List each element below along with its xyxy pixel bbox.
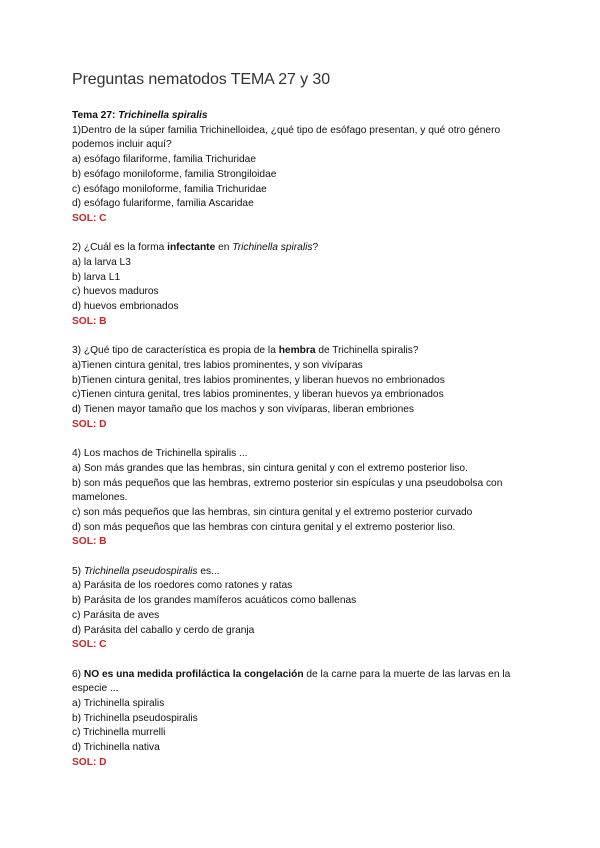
option-a: a) Parásita de los roedores como ratones y ratas — [72, 580, 293, 592]
option-a: a) Son más grandes que las hembras, sin cintura genital y con el extremo posterior liso. — [72, 462, 468, 474]
option-c: c) son más pequeños que las hembras, sin cintura genital y el extremo posterior curvado — [72, 506, 473, 518]
option-c: c)Tienen cintura genital, tres labios prominentes, y liberan huevos ya embrionados — [72, 389, 444, 401]
solution: SOL: D — [72, 756, 107, 768]
option-a: a) esófago filariforme, familia Trichuridae — [72, 154, 257, 166]
text-segment: es... — [197, 565, 220, 577]
question-text — [72, 565, 542, 580]
option-a: a) Trichinella spiralis — [72, 698, 165, 710]
option-b: b)Tienen cintura genital, tres labios prominentes, y liberan huevos no embrionados — [72, 374, 445, 386]
italic-species: Trichinella pseudospiralis — [83, 565, 198, 577]
option-a: a) la larva L3 — [72, 257, 131, 269]
option-b: b) Parásita de los grandes mamíferos acuáticos como ballenas — [72, 595, 357, 607]
text-segment: de Trichinella spiralis? — [315, 345, 419, 357]
solution: SOL: D — [72, 418, 107, 430]
option-b: b) Trichinella pseudospiralis — [72, 712, 198, 724]
italic-species: Trichinella spiralis — [232, 242, 313, 254]
question-text — [72, 668, 542, 697]
option-d: d) huevos embrionados — [72, 301, 179, 313]
option-c: c) Parásita de aves — [72, 609, 160, 621]
solution: SOL: B — [72, 536, 107, 548]
solution: SOL: C — [72, 212, 107, 224]
document-page — [72, 70, 542, 785]
question-4 — [72, 447, 542, 550]
option-d: d) Trichinella nativa — [72, 742, 160, 754]
option-d: d) Tienen mayor tamaño que los machos y son vivíparas, liberan embriones — [72, 404, 415, 416]
question-6 — [72, 668, 542, 771]
text-segment: 3) ¿Qué tipo de característica es propia de la — [72, 345, 279, 357]
bold-term: NO es una medida profiláctica la congelación — [83, 668, 304, 680]
option-b: b) son más pequeños que las hembras, extremo posterior sin espículas y una pseudobolsa con mamelones. — [72, 477, 503, 504]
question-1 — [72, 124, 542, 227]
question-text — [72, 344, 542, 359]
section-label: Tema 27: — [72, 110, 116, 121]
option-c: c) esófago moniloforme, familia Trichuridae — [72, 183, 267, 195]
option-d: d) Parásita del caballo y cerdo de granja — [72, 624, 255, 636]
text-segment: ? — [312, 242, 319, 254]
solution: SOL: C — [72, 639, 107, 651]
option-c: c) huevos maduros — [72, 286, 159, 298]
bold-term: infectante — [167, 242, 216, 254]
section-heading — [72, 109, 542, 124]
option-a: a)Tienen cintura genital, tres labios prominentes, y son vivíparas — [72, 359, 363, 371]
text-segment: 6) — [72, 668, 84, 680]
bold-term: hembra — [278, 345, 316, 357]
text-segment: 5) — [72, 565, 84, 577]
question-3 — [72, 344, 542, 432]
question-text: 4) Los machos de Trichinella spiralis ... — [72, 448, 248, 460]
option-b: b) esófago moniloforme, familia Strongiloidae — [72, 168, 277, 180]
option-d: d) son más pequeños que las hembras con cintura genital y el extremo posterior liso. — [72, 521, 456, 533]
option-d: d) esófago fulariforme, familia Ascaridae — [72, 198, 254, 210]
document-title: Preguntas nematodos TEMA 27 y 30 — [72, 71, 330, 88]
text-segment: en — [215, 242, 233, 254]
question-2 — [72, 241, 542, 329]
option-b: b) larva L1 — [72, 271, 121, 283]
text-segment: 2) ¿Cuál es la forma — [72, 242, 168, 254]
option-c: c) Trichinella murrelli — [72, 727, 166, 739]
question-text — [72, 241, 542, 256]
text-segment: de la carne para la muerte de las larvas en la especie ... — [72, 668, 511, 695]
solution: SOL: B — [72, 315, 107, 327]
question-5 — [72, 565, 542, 653]
question-text: 1)Dentro de la súper familia Trichinelloidea, ¿qué tipo de esófago presentan, y qué otro género podemos incluir aquí? — [72, 124, 501, 151]
section-topic: Trichinella spiralis — [118, 110, 208, 121]
